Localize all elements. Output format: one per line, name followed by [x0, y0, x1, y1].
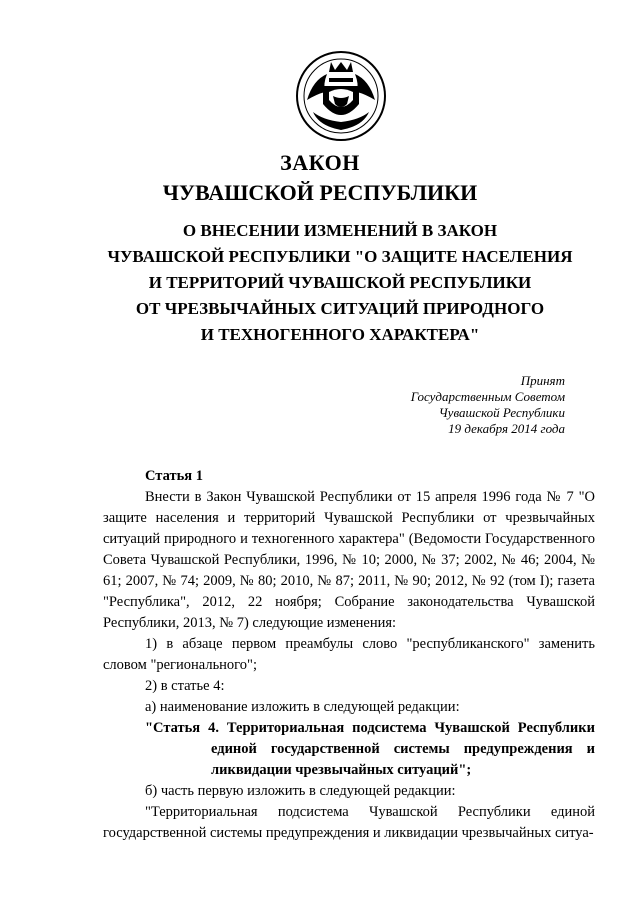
quoted-text: "Территориальная подсистема Чувашской Республики единой государственной системы предупреждения и ликвидации чрезвычайных ситуа-: [103, 804, 595, 841]
law-subtitle: [60, 218, 620, 348]
amendment-subitem: а) наименование изложить в следующей редакции:: [145, 699, 460, 715]
subtitle-line: И ТЕРРИТОРИЙ ЧУВАШСКОЙ РЕСПУБЛИКИ: [148, 273, 532, 292]
subtitle-line: О ВНЕСЕНИИ ИЗМЕНЕНИЙ В ЗАКОН: [182, 221, 498, 240]
subtitle-line: ОТ ЧРЕЗВЫЧАЙНЫХ СИТУАЦИЙ ПРИРОДНОГО: [135, 299, 545, 318]
quoted-article-title: "Статья 4. Территориальная подсистема Чувашской Республики единой государственной системы предупреждения и ликвидации чрезвычайных ситуаций";: [145, 720, 595, 778]
law-body: [103, 466, 595, 844]
adoption-date: 19 декабря 2014 года: [448, 421, 565, 436]
article-intro-paragraph: Внести в Закон Чувашской Республики от 15 апреля 1996 года № 7 "О защите населения и территорий Чувашской Республики от чрезвычайных ситуаций природного и техногенного характера" (Ведомости Государственного Совета Чувашской Республики, 1996, № 10; 2000, № 37; 2002, № 46; 2004, № 61; 2007, № 74; 2009, № 80; 2010, № 87; 2011, № 90; 2012, № 92 (том I); газета "Республика", 2012, 22 ноября; Собрание законодательства Чувашской Республики, 2013, № 7) следующие изменения:: [103, 489, 595, 631]
subtitle-line: И ТЕХНОГЕННОГО ХАРАКТЕРА": [200, 325, 480, 344]
amendment-subitem: б) часть первую изложить в следующей редакции:: [145, 783, 456, 799]
adoption-line: Государственным Советом: [410, 389, 565, 404]
republic-heading: ЧУВАШСКОЙ РЕСПУБЛИКИ: [162, 180, 478, 205]
adoption-note: [380, 373, 565, 437]
amendment-item: 2) в статье 4:: [145, 678, 225, 694]
document-type-heading: ЗАКОН: [280, 150, 360, 175]
subtitle-line: ЧУВАШСКОЙ РЕСПУБЛИКИ "О ЗАЩИТЕ НАСЕЛЕНИЯ: [107, 247, 573, 266]
article-heading: Статья 1: [145, 468, 203, 484]
adoption-line: Принят: [520, 373, 565, 388]
amendment-item: 1) в абзаце первом преамбулы слово "республиканского" заменить словом "регионального";: [103, 636, 595, 673]
adoption-line: Чувашской Республики: [438, 405, 565, 420]
coat-of-arms-emblem: [293, 48, 389, 144]
